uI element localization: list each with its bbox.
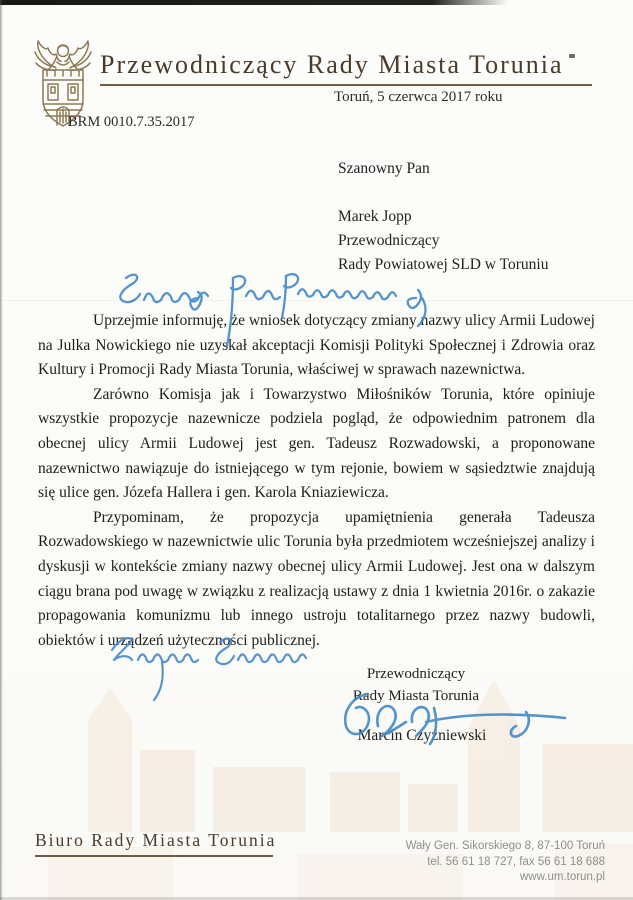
footer-website: www.um.torun.pl	[519, 871, 605, 883]
date-line: Toruń, 5 czerwca 2017 roku	[334, 89, 503, 105]
header-rule	[100, 84, 592, 86]
signature-name: Marcin Czyżniewski	[357, 727, 487, 744]
handwritten-closing	[100, 624, 350, 708]
footer-rule	[35, 855, 273, 857]
page-title: Przewodniczący Rady Miasta Torunia	[100, 50, 564, 79]
handwritten-greeting	[100, 264, 440, 364]
body-paragraph: Przypominam, że propozycja upamiętnienia generała Tadeusza Rozwadowskiego w nazewnictwie ulic Torunia była przedmiotem wcześniejszej analizy i dyskusji w kontekście zmiany nazwy obecnej ulicy Armii Ludowej. Jest ona w dalszym ciągu brana pod uwagę w związku z realizacją ustawy z dnia 1 kwietnia 2016r. o zakazie propagowania komunizmu lub innego ustroju totalitarnego przez nazwy budowli, obiektów i urządzeń użyteczności publicznej.	[38, 508, 595, 649]
recipient-organization: Rady Powiatowej SLD w Toruniu	[338, 256, 549, 273]
recipient-salutation: Szanowny Pan	[338, 160, 430, 177]
recipient-block	[338, 157, 548, 277]
scan-edge-artifact-left	[0, 0, 3, 900]
recipient-title: Przewodniczący	[338, 232, 440, 249]
footer-phone-fax: tel. 56 61 18 727, fax 56 61 18 688	[427, 855, 605, 868]
body-paragraph: Zarówno Komisja jak i Towarzystwo Miłośników Torunia, które opiniuje wszystkie propozycje nazewnicze podziela pogląd, że odpowiednim patronem dla obecnej ulicy Armii Ludowej jest gen. Tadeusz Rozwadowski, a proponowane nazewnictwo nawiązuje do istniejącego w tym rejonie, bowiem w sąsiedztwie znajdują się ulice gen. Józefa Hallera i gen. Karola Kniaziewicza.	[38, 385, 595, 502]
body-paragraph: Uprzejmie informuję, że wniosek dotyczący zmiany nazwy ulicy Armii Ludowej na Julka Nowickiego nie uzyskał akceptacji Komisji Polityki Społecznej i Zdrowia oraz Kultury i Promocji Rady Miasta Torunia, właściwej w sprawach nazewnictwa.	[38, 312, 595, 379]
signature-org: Rady Miasta Torunia	[352, 688, 480, 704]
scan-edge-artifact-top	[0, 0, 508, 5]
recipient-name: Marek Jopp	[338, 208, 412, 225]
signature-title: Przewodniczący	[366, 666, 466, 682]
footer-address-block	[325, 839, 605, 886]
signature-autograph	[330, 692, 580, 752]
footer-address: Wały Gen. Sikorskiego 8, 87-100 Toruń	[405, 840, 605, 852]
reference-number: BRM 0010.7.35.2017	[68, 114, 195, 130]
footer-office-name: Biuro Rady Miasta Torunia	[35, 830, 277, 850]
